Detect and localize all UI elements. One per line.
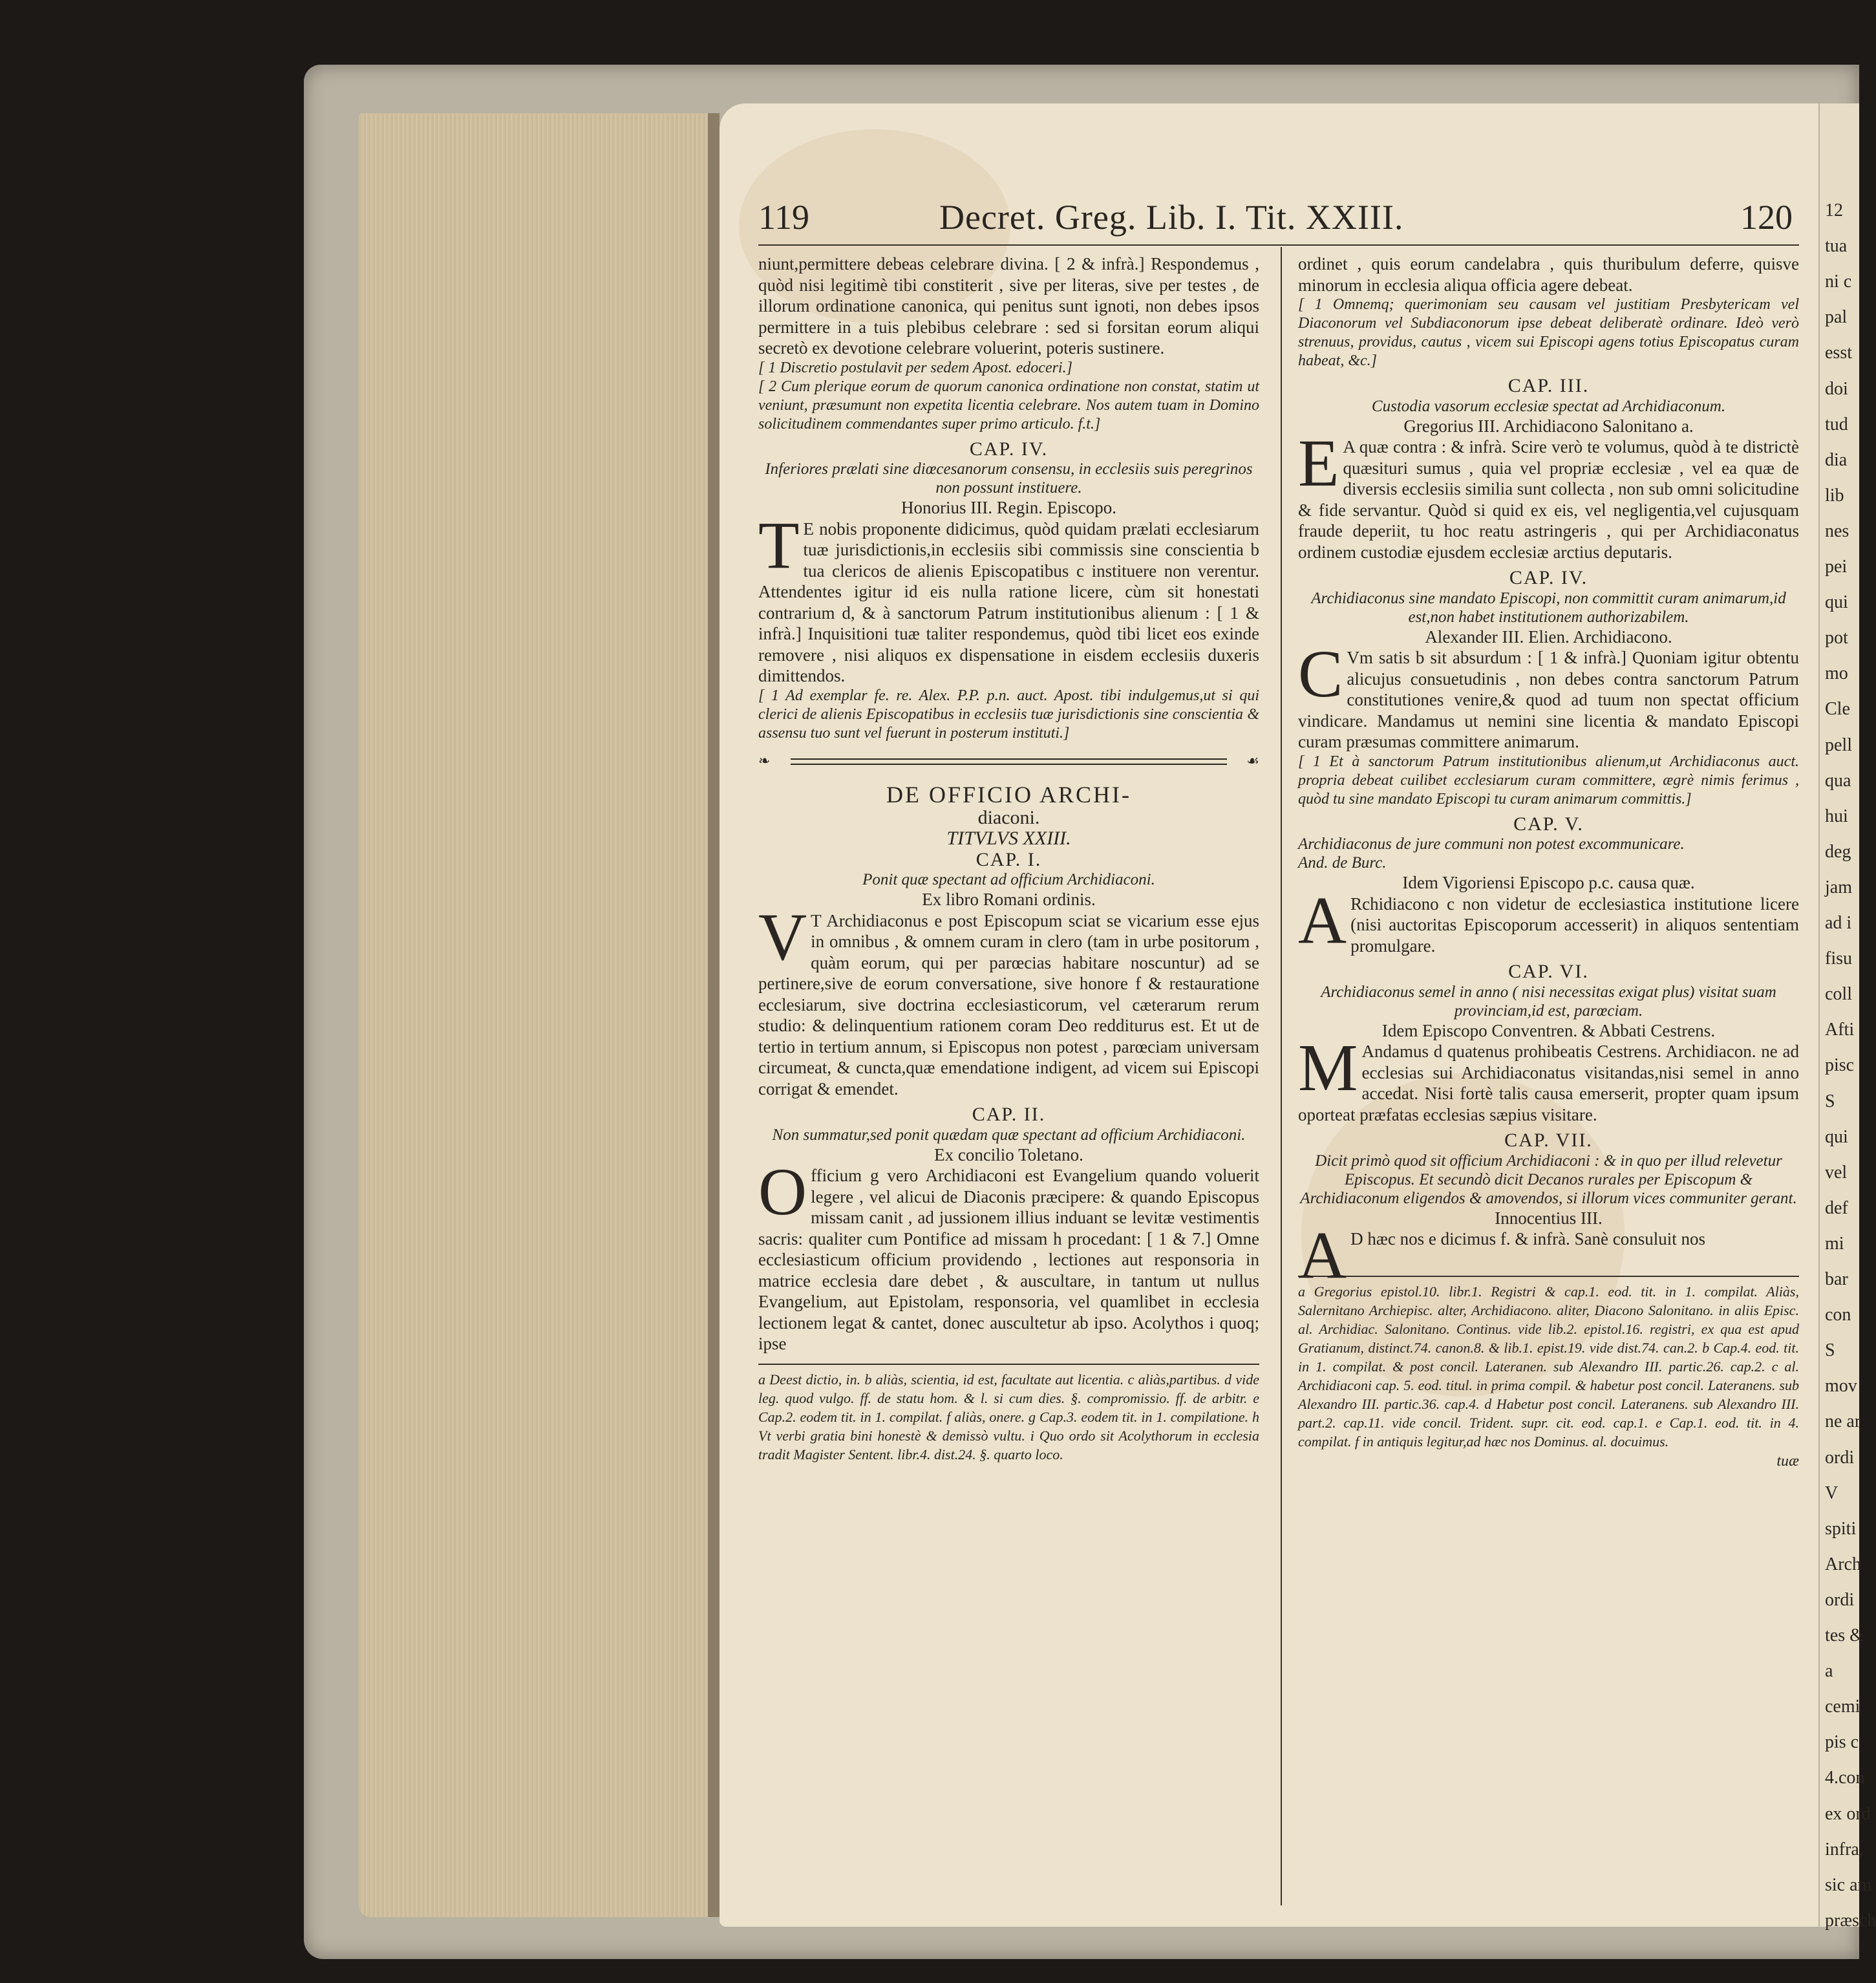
facing-page-fragment: hui xyxy=(1825,806,1848,826)
facing-page-fragment: jam xyxy=(1825,877,1852,897)
facing-page-fragment: S xyxy=(1825,1340,1835,1361)
chapter-source: Honorius III. Regin. Episcopo. xyxy=(901,498,1116,517)
chapter-text: T E nobis proponente didicimus, quòd quidam prælati ecclesiarum tuæ jurisdictionis,in ecclesiis sibi commissis sine conscientia b tua clericos de alienis Episcopatibus c instituere non verentur. Attendentes igitur id eis nulla ratione licere, cùm sit honestati contrarium d, & à sanctorum Patrum institutionibus alienum : [ 1 & infrà.] Inquisitioni tuæ taliter respondemus, quòd tibi licet eos exinde removere , nisi aliquos ex dispensatione in eisdem ecclesiis duxeris dimittendos. xyxy=(758,508,1259,685)
facing-page-fragment: vel xyxy=(1825,1162,1848,1183)
chapter-rubric: Non summatur,sed ponit quædam quæ spectant ad officium Archidiaconi. xyxy=(772,1126,1246,1144)
chapter-text: A Rchidiacono c non videtur de ecclesiastica institutione licere (nisi auctoritas Episcoporum accesserit) in aliquos sententiam promulgare. xyxy=(1298,883,1799,958)
drop-cap: V xyxy=(758,899,807,974)
facing-page-fragment: V xyxy=(1825,1483,1839,1503)
facing-page-edge xyxy=(1820,103,1876,1931)
facing-page-fragment: spiti xyxy=(1825,1518,1857,1539)
facing-page-fragment: cemi xyxy=(1825,1697,1860,1717)
facing-page-fragment: deg xyxy=(1825,841,1851,862)
facing-page-fragment: 12 xyxy=(1825,200,1843,220)
facing-page-fragment: pell xyxy=(1825,734,1852,755)
footnote-text: a Deest dictio, in. b aliàs, scientia, id est, facultate aut licentia. c aliàs,partibus. d vide leg. quod vulgo. ff. de statu hom. & l. si cum dies. §. compromissio. ff. de arbitr. e Cap.2. eodem tit. in 1. compilat. f aliàs, onere. g Cap.3. eodem tit. in 1. compilatione. h Vt verbi gratia bini honestè & demissò vultu. i Quo ordo sit Acolythorum in ecclesia tradit Magister Sentent. libr.4. dist.24. §. quarto loco. xyxy=(758,1371,1259,1463)
title-heading: DE OFFICIO ARCHI- xyxy=(886,781,1132,808)
facing-page-fragment: qui xyxy=(1825,1126,1848,1147)
gloss-note: [ 1 Discretio postulavit per sedem Apost. edoceri.] xyxy=(758,359,1072,376)
fleuron-icon: ☙ xyxy=(1246,752,1259,769)
chapter-source: Idem Episcopo Conventren. & Abbati Cestrens. xyxy=(1381,1020,1716,1040)
facing-page-fragment: pisc xyxy=(1825,1055,1855,1076)
facing-page-fragment: pot xyxy=(1825,628,1848,648)
facing-page-fragment: mi xyxy=(1825,1233,1844,1254)
chapter-rubric: Archidiaconus de jure communi non potest excommunicare. xyxy=(1298,835,1685,853)
drop-cap: C xyxy=(1298,637,1343,711)
gloss-note: [ 1 Et à sanctorum Patrum institutionibus alienum,ut Archidiaconus auct. propria debeat cuilibet ecclesiarum curam committere, ægrè nimis ferimus , quòd tu sine mandato Episcopi tu curam animarum committis.] xyxy=(1298,753,1799,808)
chapter-source: Gregorius III. Archidiacono Salonitano a. xyxy=(1403,416,1694,436)
facing-page-fragment: ordi xyxy=(1825,1589,1855,1610)
running-head xyxy=(758,197,1793,249)
column-divider xyxy=(1281,247,1282,1905)
chapter-text: A D hæc nos e dicimus f. & infrà. Sanè consuluit nos xyxy=(1298,1218,1706,1292)
facing-page-fragment: a xyxy=(1825,1661,1833,1682)
drop-cap: T xyxy=(758,508,800,583)
facing-page-fragment: mov xyxy=(1825,1376,1857,1397)
facing-page-fragment: pei xyxy=(1825,557,1848,577)
chapter-heading: CAP. III. xyxy=(1508,375,1590,396)
chapter-source: Ex libro Romani ordinis. xyxy=(922,890,1096,909)
chapter-rubric: Dicit primò quod sit officium Archidiaconi : & in quo per illud relevetur Episcopus. Et secundò dicit Decanos rurales per Episcopum & Archidiaconum eligendos & amovendos, si illorum vices communiter gerant. xyxy=(1300,1152,1797,1207)
facing-page-fragment: præsch xyxy=(1825,1910,1876,1931)
facing-page-fragment: qua xyxy=(1825,770,1851,791)
paragraph: ordinet , quis eorum candelabra , quis thuribulum deferre, quisve minorum in ecclesia aliqua officia agere debeat. xyxy=(1298,254,1799,295)
chapter-heading: CAP. I. xyxy=(975,848,1042,870)
gloss-note: [ 2 Cum plerique eorum de quorum canonica ordinatione non constat, statim ut veniunt, præsumunt non expetita licentia celebrare. Nos autem tuam in Domino solicitudinem commendantes super primo articulo. f.t.] xyxy=(758,378,1259,433)
chapter-heading: CAP. VII. xyxy=(1504,1130,1593,1151)
page-edges xyxy=(359,113,708,1917)
facing-page-fragment: pal xyxy=(1825,307,1848,328)
chapter-rubric: Archidiaconus semel in anno ( nisi necessitas exigat plus) visitat suam provinciam,id est, parœciam. xyxy=(1321,983,1776,1020)
chapter-text: Officium g vero Archidiaconi est Evangelium quando voluerit legere , vel alicui de Diaconis præcipere: & quando Episcopus missam canit , ad jussionem illius induant se levitæ vestimentis sacris: qualiter cum Pontifice ad missam h procedant: [ 1 & 7.] Omne ecclesiasticum officium providendo , lectiones aut responsoria in matrice ecclesia dare debet , & auscultare, in tantum ut nullus Evangelium, aut Epistolam, responsoria, vel quamlibet in ecclesia lectionem legat & cantet, donec auscultetur ab ipso. Acolythos i quoq; ipse xyxy=(758,1155,1259,1353)
chapter-heading: CAP. IV. xyxy=(969,438,1049,460)
chapter-source: Idem Vigoriensi Episcopo p.c. causa quæ. xyxy=(1402,873,1695,892)
gloss-note: [ 1 Omnemq; querimoniam seu causam vel justitiam Presbytericam vel Diaconorum vel Subdiaconorum ipse debeat deliberatè ordinare. Ideò verò strenuus, providus, cautus , vicem sui Episcopi agens totius Episcopatus curam habeat, &c.] xyxy=(1298,296,1799,369)
facing-page-fragment: fisu xyxy=(1825,949,1852,969)
facing-page-fragment: tes & xyxy=(1825,1625,1864,1646)
chapter-text: M Andamus d quatenus prohibeatis Cestrens. Archidiacon. ne ad ecclesias sui Archidiaconatus visitandas,nisi semel in anno accedat. Nisi fortè talis causa emerserit, propter quam ipsum oporteat præfatas ecclesias sæpius visitare. xyxy=(1298,1031,1799,1124)
chapter-rubric: Archidiaconus sine mandato Episcopi, non committit curam animarum,id est,non habet institutionem authorizabilem. xyxy=(1311,589,1786,626)
footnotes xyxy=(1298,1276,1799,1451)
catchword: tuæ xyxy=(1776,1452,1799,1470)
facing-page-fragment: Arch xyxy=(1825,1554,1861,1574)
facing-page-fragment: infra, xyxy=(1825,1839,1864,1860)
facing-page-fragment: qui xyxy=(1825,592,1848,613)
footnotes xyxy=(758,1364,1259,1464)
gloss-note: [ 1 Ad exemplar fe. re. Alex. P.P. p.n. auct. Apost. tibi indulgemus,ut si qui clerici de alienis Episcopatibus in ecclesiis tuæ jurisdictionis sine conscientia & assensu tuo sunt vel fuerunt in posterum instituti.] xyxy=(758,687,1259,742)
footnote-text: a Gregorius epistol.10. libr.1. Registri & cap.1. eod. tit. in 1. compilat. Aliàs, Salernitano Archiepisc. alter, Archidiacono. aliter, Diacono Salonitano. in aliis Episc. al. Archidiac. Salonitano. Continus. vide lib.2. epistol.16. registri, ex qua est apud Gratianum, distinct.74. canon.8. & lib.1. epist.19. vide dist.74. can.2. b Cap.4. eod. tit. in 1. compilat. & post concil. Lateranen. sub Alexandro III. partic.26. cap.2. c al. Archidiaconi cap. 5. eod. titul. in prima compil. & habetur post concil. Lateranens. sub Alexandro III. partic.36. cap.4. d Habetur post concil. Lateranens. sub Alexandro III. part.2. cap.11. vide concil. Trident. supr. cit. eod. cap.1. e Cap.1. eod. tit. in 4. compilat. f in antiquis legitur,ad hæc nos Dominus. al. docuimus. xyxy=(1298,1283,1799,1450)
ornamental-rule xyxy=(758,752,1259,769)
facing-page-fragment: ni c xyxy=(1825,272,1852,292)
facing-page-fragment: esst xyxy=(1825,343,1852,363)
book xyxy=(304,65,1876,1959)
drop-cap: A xyxy=(1298,1218,1347,1292)
drop-cap: A xyxy=(1298,883,1347,958)
chapter-source: Innocentius III. xyxy=(1495,1208,1603,1228)
chapter-text: V T Archidiaconus e post Episcopum sciat se vicarium esse ejus in omnibus , & omnem curam in clero (tam in urbe positorum , quàm eorum, qui per parœcias habitare noscuntur) ad se pertinere,sive de eorum conversatione, sive honore f & restauratione ecclesiarum, sive doctrina ecclesiasticorum, vel cæterarum rerum studio: & delinquentium rationem coram Deo redditurus est. Et ut de tertio in tertium annum, si Episcopus non potest , parœciam universam circumeat, & cuncta,quæ emendatione indigent, ad vicem sui Episcopi corrigat & emendet. xyxy=(758,899,1259,1099)
chapter-source: Alexander III. Elien. Archidiacono. xyxy=(1425,627,1672,647)
fleuron-icon: ❧ xyxy=(758,752,771,769)
facing-page-fragment: ad i xyxy=(1825,913,1852,934)
facing-page-fragment: coll xyxy=(1825,984,1852,1005)
chapter-rubric: Inferiores prælati sine diœcesanorum consensu, in ecclesiis suis peregrinos non possunt instituere. xyxy=(765,460,1253,497)
chapter-rubric: Ponit quæ spectant ad officium Archidiaconi. xyxy=(862,871,1155,888)
page-number-left: 119 xyxy=(758,198,809,237)
left-page xyxy=(719,103,1818,1927)
chapter-text: C Vm satis b sit absurdum : [ 1 & infrà.] Quoniam igitur obtentu alicujus consuetudinis , non debes contra sanctorum Patrum constitutiones venire,& quod ad tuum non spectat officium vindicare. Mandamus ut nemini sine licentia & mandato Episcopi curam præsumas committere animarum. xyxy=(1298,637,1799,751)
paragraph: niunt,permittere debeas celebrare divina. [ 2 & infrà.] Respondemus , quòd nisi legitimè tibi constiterit , sive per literas, sive per testes , de illorum ordinatione canonica, qui penitus sunt ignoti, non debes ipsos permittere in a tuis plebibus celebrare : sed si forsitan eorum aliqui secretò ex devotione celebrare voluerint, poteris sustinere. xyxy=(758,254,1259,358)
facing-page-fragment: pis c xyxy=(1825,1732,1859,1753)
facing-page-fragment: ne ar xyxy=(1825,1411,1861,1432)
facing-page-fragment: con xyxy=(1825,1305,1851,1325)
chapter-heading: CAP. II. xyxy=(972,1104,1046,1125)
drop-cap: M xyxy=(1298,1031,1358,1105)
facing-page-fragment: 4.con xyxy=(1825,1768,1865,1788)
title-heading-continued: diaconi. xyxy=(977,806,1040,828)
chapter-source: And. de Burc. xyxy=(1298,854,1387,872)
page-number-right: 120 xyxy=(1740,198,1793,237)
facing-page-fragment: doi xyxy=(1825,378,1848,399)
facing-page-fragment: mo xyxy=(1825,663,1848,684)
facing-page-fragment: Afti xyxy=(1825,1020,1855,1040)
chapter-source: Ex concilio Toletano. xyxy=(934,1144,1083,1164)
chapter-heading: CAP. VI. xyxy=(1508,961,1589,982)
drop-cap: O xyxy=(758,1155,807,1229)
facing-page-fragment: ordi xyxy=(1825,1447,1855,1468)
facing-page-fragment: bar xyxy=(1825,1269,1848,1290)
titulus-number: TITVLVS XXIII. xyxy=(946,828,1071,849)
facing-page-fragment: dia xyxy=(1825,449,1848,470)
facing-page-fragment: def xyxy=(1825,1197,1848,1218)
chapter-rubric: Custodia vasorum ecclesiæ spectat ad Archidiaconum. xyxy=(1371,397,1726,415)
page-title: Decret. Greg. Lib. I. Tit. XXIII. xyxy=(939,198,1404,237)
header-rule xyxy=(758,244,1799,246)
facing-page-fragment: ex ord xyxy=(1825,1803,1871,1824)
chapter-heading: CAP. IV. xyxy=(1509,567,1588,588)
chapter-heading: CAP. V. xyxy=(1513,813,1584,835)
facing-page-fragment: tud xyxy=(1825,414,1848,434)
facing-page-fragment: sic am xyxy=(1825,1874,1872,1895)
text-block-edge xyxy=(708,113,719,1917)
facing-page-fragment: S xyxy=(1825,1091,1835,1111)
facing-page-fragment: Cle xyxy=(1825,699,1850,720)
facing-page-fragment: tua xyxy=(1825,236,1848,257)
drop-cap: E xyxy=(1298,426,1339,500)
right-column xyxy=(1298,253,1799,1472)
facing-page-fragment: lib xyxy=(1825,485,1844,506)
chapter-text: E A quæ contra : & infrà. Scire verò te volumus, quòd à te districtè quæsituri sumus , quia vel propriæ ecclesiæ , vel ea quæ de diversis ecclesiis similia sunt collecta , non sub omni solicitudine & fide servantur. Quòd si quid ex eis, vel negligentia,vel cujusquam fraude deperiit, tu hoc reatu astringeris , qui per Archidiaconatus ordinem custodiæ ejusdem ecclesiæ arctius deputaris. xyxy=(1298,426,1799,562)
left-column xyxy=(758,253,1259,1464)
facing-page-fragment: nes xyxy=(1825,520,1849,541)
